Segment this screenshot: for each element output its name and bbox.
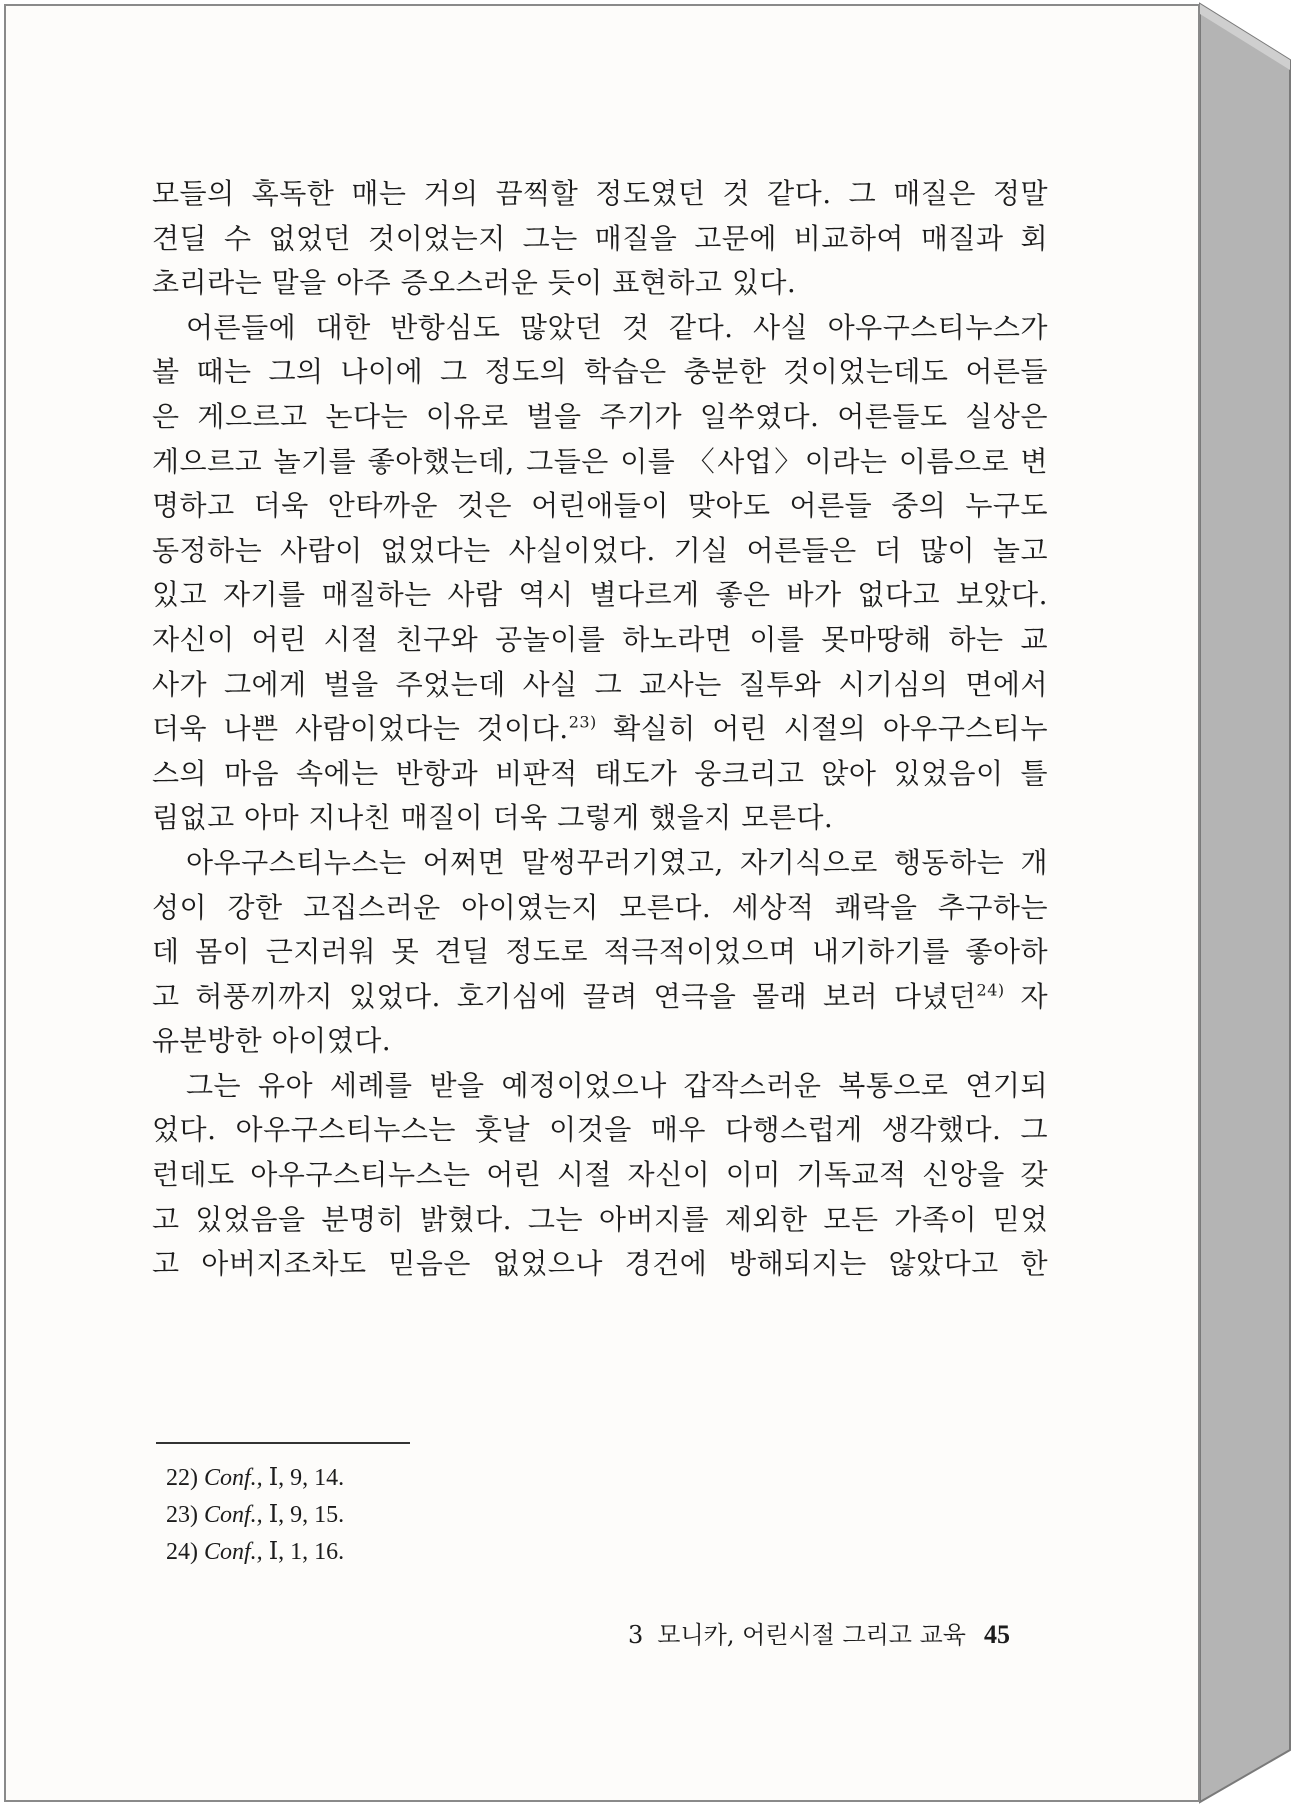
text-line: 고 아버지조차도 믿음은 없었으나 경건에 방해되지는 않았다고 한 bbox=[152, 1247, 1048, 1281]
chapter-title: 모니카, 어린시절 그리고 교육 bbox=[657, 1621, 966, 1649]
text-line: 어른들에 대한 반항심도 많았던 것 같다. 사실 아우구스티누스가 bbox=[186, 310, 1048, 344]
page-number: 45 bbox=[984, 1620, 1010, 1649]
footnote-work: Conf., bbox=[204, 1502, 263, 1528]
text-line: 림없고 아마 지나친 매질이 더욱 그렇게 했을지 모른다. bbox=[152, 801, 834, 835]
footnote-ref: Ⅰ, 9, 15. bbox=[268, 1502, 345, 1528]
paragraph-4 bbox=[152, 1064, 1048, 1287]
footnote-24 bbox=[166, 1534, 344, 1571]
footnote-23 bbox=[166, 1497, 344, 1534]
text-line: 그는 유아 세례를 받을 예정이었으나 갑작스러운 복통으로 연기되 bbox=[186, 1068, 1048, 1102]
paragraph-1 bbox=[152, 172, 1048, 306]
footnotes bbox=[166, 1460, 344, 1571]
footnote-work: Conf., bbox=[204, 1539, 263, 1565]
text-segment: 더욱 나쁜 사람이었다는 것이다. bbox=[152, 712, 569, 746]
text-line: 성이 강한 고집스러운 아이였는지 모른다. 세상적 쾌락을 추구하는 bbox=[152, 890, 1048, 924]
footnote-ref: Ⅰ, 1, 16. bbox=[268, 1539, 345, 1565]
footnote-number: 24) bbox=[166, 1539, 198, 1565]
text-segment: 고 허풍끼까지 있었다. 호기심에 끌려 연극을 몰래 보러 다녔던 bbox=[152, 979, 977, 1013]
text-line: 고 있었음을 분명히 밝혔다. 그는 아버지를 제외한 모든 가족이 믿었 bbox=[152, 1202, 1048, 1236]
paragraph-3 bbox=[152, 841, 1048, 1064]
text-line: 초리라는 말을 아주 증오스러운 듯이 표현하고 있다. bbox=[152, 266, 797, 300]
text-line: 게으르고 놀기를 좋아했는데, 그들은 이를 〈사업〉이라는 이름으로 변 bbox=[152, 444, 1048, 478]
footnote-work: Conf., bbox=[204, 1465, 263, 1491]
text-line: 런데도 아우구스티누스는 어린 시절 자신이 이미 기독교적 신앙을 갖 bbox=[152, 1158, 1048, 1192]
paragraph-2 bbox=[152, 306, 1048, 841]
text-line: 자신이 어린 시절 친구와 공놀이를 하노라면 이를 못마땅해 하는 교 bbox=[152, 622, 1048, 656]
text-line: 아우구스티누스는 어쩌면 말썽꾸러기였고, 자기식으로 행동하는 개 bbox=[186, 845, 1048, 879]
footnote-number: 23) bbox=[166, 1502, 198, 1528]
running-footer bbox=[628, 1620, 1010, 1650]
text-segment: 확실히 어린 시절의 아우구스티누 bbox=[613, 712, 1049, 746]
text-line: 데 몸이 근지러워 못 견딜 정도로 적극적이었으며 내기하기를 좋아하 bbox=[152, 935, 1048, 969]
footnote-divider bbox=[156, 1442, 410, 1444]
text-line: 모들의 혹독한 매는 거의 끔찍할 정도였던 것 같다. 그 매질은 정말 bbox=[152, 177, 1048, 210]
text-line: 스의 마음 속에는 반항과 비판적 태도가 웅크리고 앉아 있었음이 틀 bbox=[152, 756, 1048, 790]
text-line: 명하고 더욱 안타까운 것은 어린애들이 맞아도 어른들 중의 누구도 bbox=[152, 489, 1048, 523]
text-line: 견딜 수 없었던 것이었는지 그는 매질을 고문에 비교하여 매질과 회 bbox=[152, 221, 1048, 255]
text-line: 었다. 아우구스티누스는 훗날 이것을 매우 다행스럽게 생각했다. 그 bbox=[152, 1113, 1048, 1147]
chapter-number: 3 bbox=[627, 1621, 644, 1649]
text-line-with-note bbox=[152, 975, 1048, 1020]
footnote-22 bbox=[166, 1460, 344, 1497]
footnote-number: 22) bbox=[166, 1465, 198, 1491]
text-line-with-note bbox=[152, 707, 1048, 752]
footnote-ref: Ⅰ, 9, 14. bbox=[268, 1465, 345, 1491]
text-line: 은 게으르고 논다는 이유로 벌을 주기가 일쑤였다. 어른들도 실상은 bbox=[152, 399, 1048, 433]
footnote-ref-23: 23) bbox=[568, 712, 597, 732]
text-segment: 자 bbox=[1020, 979, 1048, 1013]
text-line: 동정하는 사람이 없었다는 사실이었다. 기실 어른들은 더 많이 놀고 bbox=[152, 533, 1048, 567]
main-text bbox=[152, 172, 1048, 1287]
text-line: 사가 그에게 벌을 주었는데 사실 그 교사는 질투와 시기심의 면에서 bbox=[152, 667, 1048, 701]
text-line: 있고 자기를 매질하는 사람 역시 별다르게 좋은 바가 없다고 보았다. bbox=[152, 578, 1048, 612]
text-line: 유분방한 아이였다. bbox=[152, 1024, 392, 1058]
footnote-ref-24: 24) bbox=[976, 980, 1005, 1000]
text-line: 볼 때는 그의 나이에 그 정도의 학습은 충분한 것이었는데도 어른들 bbox=[152, 355, 1048, 389]
